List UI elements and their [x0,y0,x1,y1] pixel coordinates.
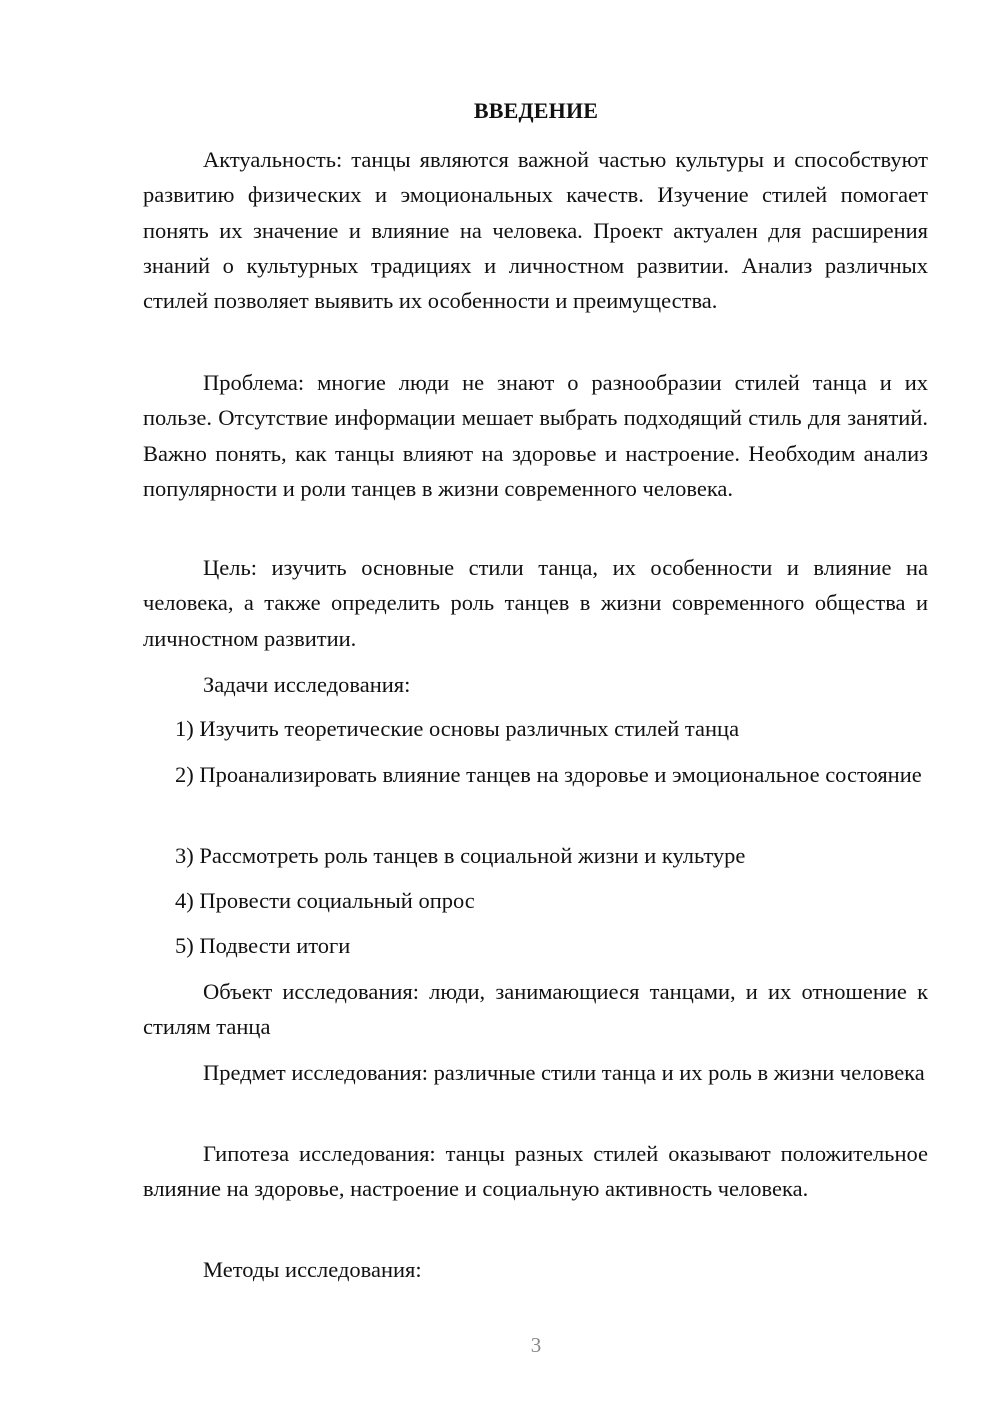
object-paragraph: Объект исследования: люди, занимающиеся танцами, и их отношение к стилям танца [143,979,928,1040]
methods-heading: Методы исследования: [203,1257,422,1282]
hypothesis-paragraph: Гипотеза исследования: танцы разных стилей оказывают положительное влияние на здоровье, настроение и социальную активность человека. [143,1141,928,1202]
tasks-heading: Задачи исследования: [203,672,411,697]
task-item-2: 2) Проанализировать влияние танцев на здоровье и эмоциональное состояние [175,762,922,787]
goal-paragraph: Цель: изучить основные стили танца, их особенности и влияние на человека, а также определить роль танцев в жизни современного общества и личностном развитии. [143,555,928,651]
problem-paragraph: Проблема: многие люди не знают о разнообразии стилей танца и их пользе. Отсутствие информации мешает выбрать подходящий стиль для занятий. Важно понять, как танцы влияют на здоровье и настроение. Необходим анализ популярности и роли танцев в жизни современного человека. [143,370,928,501]
page-title: ВВЕДЕНИЕ [473,98,599,123]
subject-paragraph: Предмет исследования: различные стили танца и их роль в жизни человека [203,1060,925,1085]
task-item-5: 5) Подвести итоги [175,933,351,958]
page-number: 3 [530,1333,542,1357]
relevance-paragraph: Актуальность: танцы являются важной частью культуры и способствуют развитию физических и эмоциональных качеств. Изучение стилей помогает понять их значение и влияние на человека. Проект актуален для расширения знаний о культурных традициях и личностном развитии. Анализ различных стилей позволяет выявить их особенности и преимущества. [143,147,928,314]
task-item-4: 4) Провести социальный опрос [175,888,475,913]
task-item-1: 1) Изучить теоретические основы различных стилей танца [175,716,740,741]
task-item-3: 3) Рассмотреть роль танцев в социальной жизни и культуре [175,843,746,868]
